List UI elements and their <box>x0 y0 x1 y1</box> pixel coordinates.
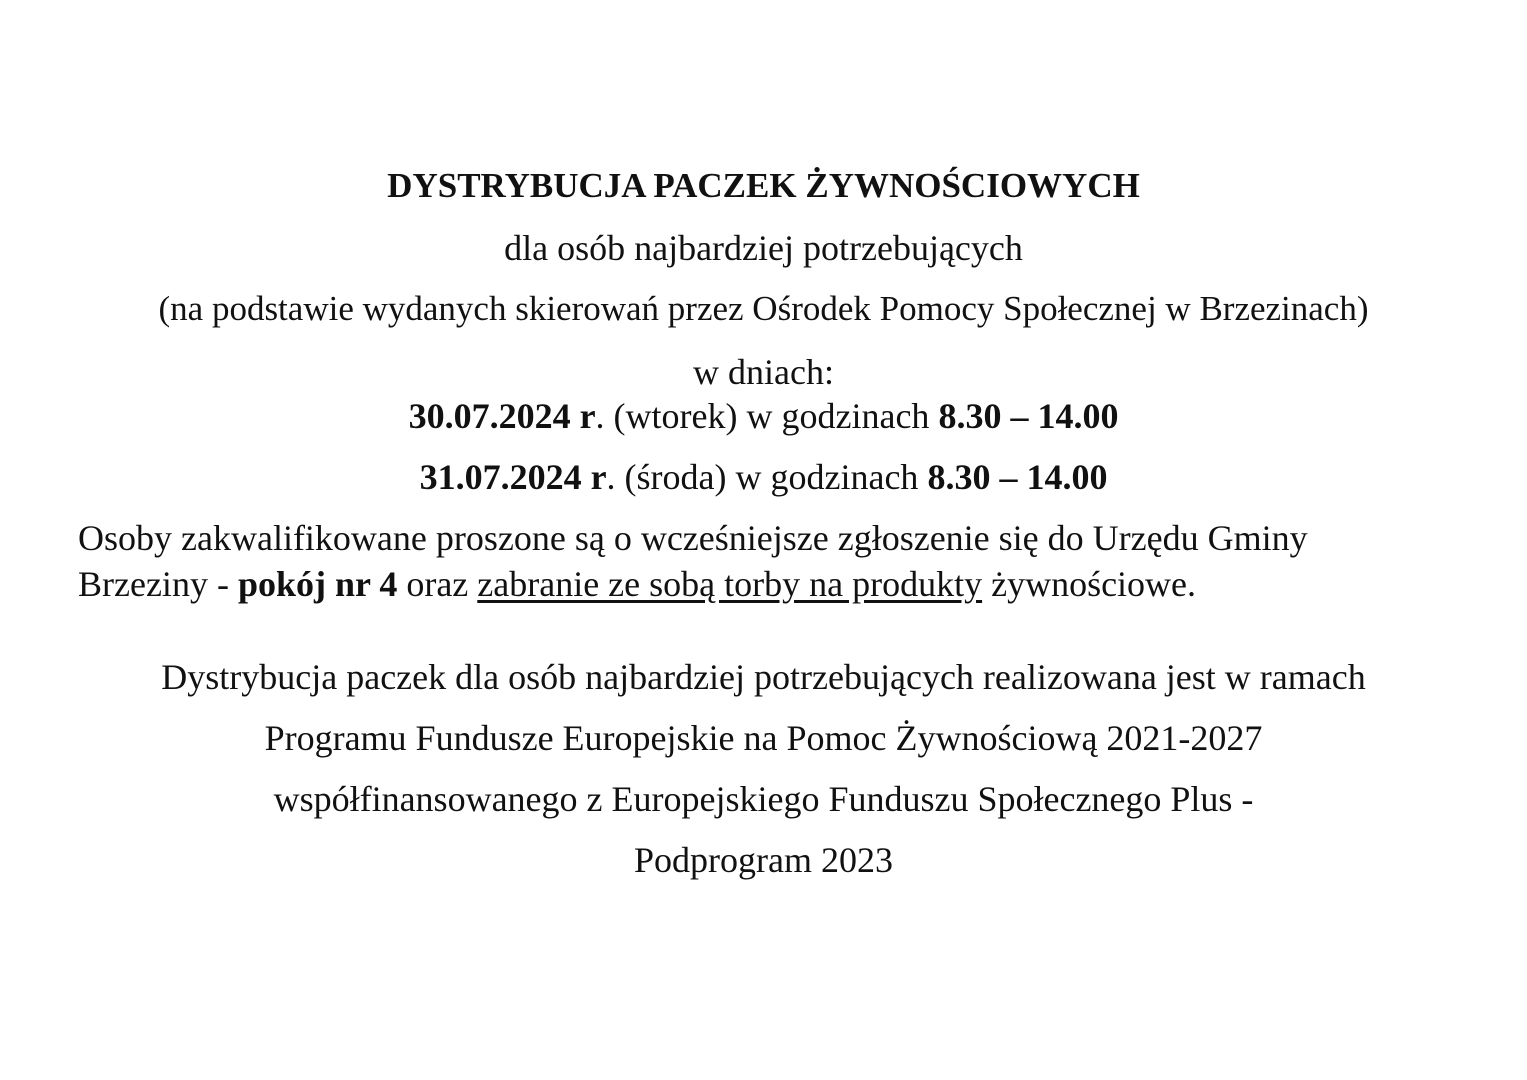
footer-line-2: Programu Fundusze Europejskie na Pomoc Żywnościową 2021-2027 <box>264 718 1263 758</box>
referral-basis: (na podstawie wydanych skierowań przez Ośrodek Pomocy Społecznej w Brzezinach) <box>158 289 1369 328</box>
schedule-day: . (wtorek) w godzinach <box>595 396 939 436</box>
notice-text: żywnościowe. <box>982 564 1197 604</box>
footer-line-4: Podprogram 2023 <box>634 840 893 880</box>
notice-text: oraz <box>397 564 478 604</box>
notice-text: Brzeziny - <box>78 564 238 604</box>
document-subtitle: dla osób najbardziej potrzebujących <box>504 228 1023 268</box>
notice-line-1: Osoby zakwalifikowane proszone są o wcześniejsze zgłoszenie się do Urzędu Gminy <box>78 518 1308 558</box>
schedule-hours: 8.30 – 14.00 <box>938 396 1119 436</box>
days-label: w dniach: <box>693 352 834 392</box>
document-title: DYSTRYBUCJA PACZEK ŻYWNOŚCIOWYCH <box>387 166 1140 205</box>
schedule-date: 31.07.2024 r <box>419 457 607 497</box>
schedule-row <box>0 394 1527 438</box>
room-number: pokój nr 4 <box>237 564 398 604</box>
notice-line-2 <box>78 562 1498 606</box>
schedule-date: 30.07.2024 r <box>408 396 596 436</box>
footer-line-1: Dystrybucja paczek dla osób najbardziej potrzebujących realizowana jest w ramach <box>161 657 1366 697</box>
footer-line-3: współfinansowanego z Europejskiego Funduszu Społecznego Plus - <box>273 779 1254 819</box>
bag-reminder: zabranie ze sobą torby na produkty <box>477 564 983 604</box>
schedule-row <box>0 455 1527 499</box>
schedule-day: . (środa) w godzinach <box>606 457 928 497</box>
schedule-hours: 8.30 – 14.00 <box>927 457 1108 497</box>
